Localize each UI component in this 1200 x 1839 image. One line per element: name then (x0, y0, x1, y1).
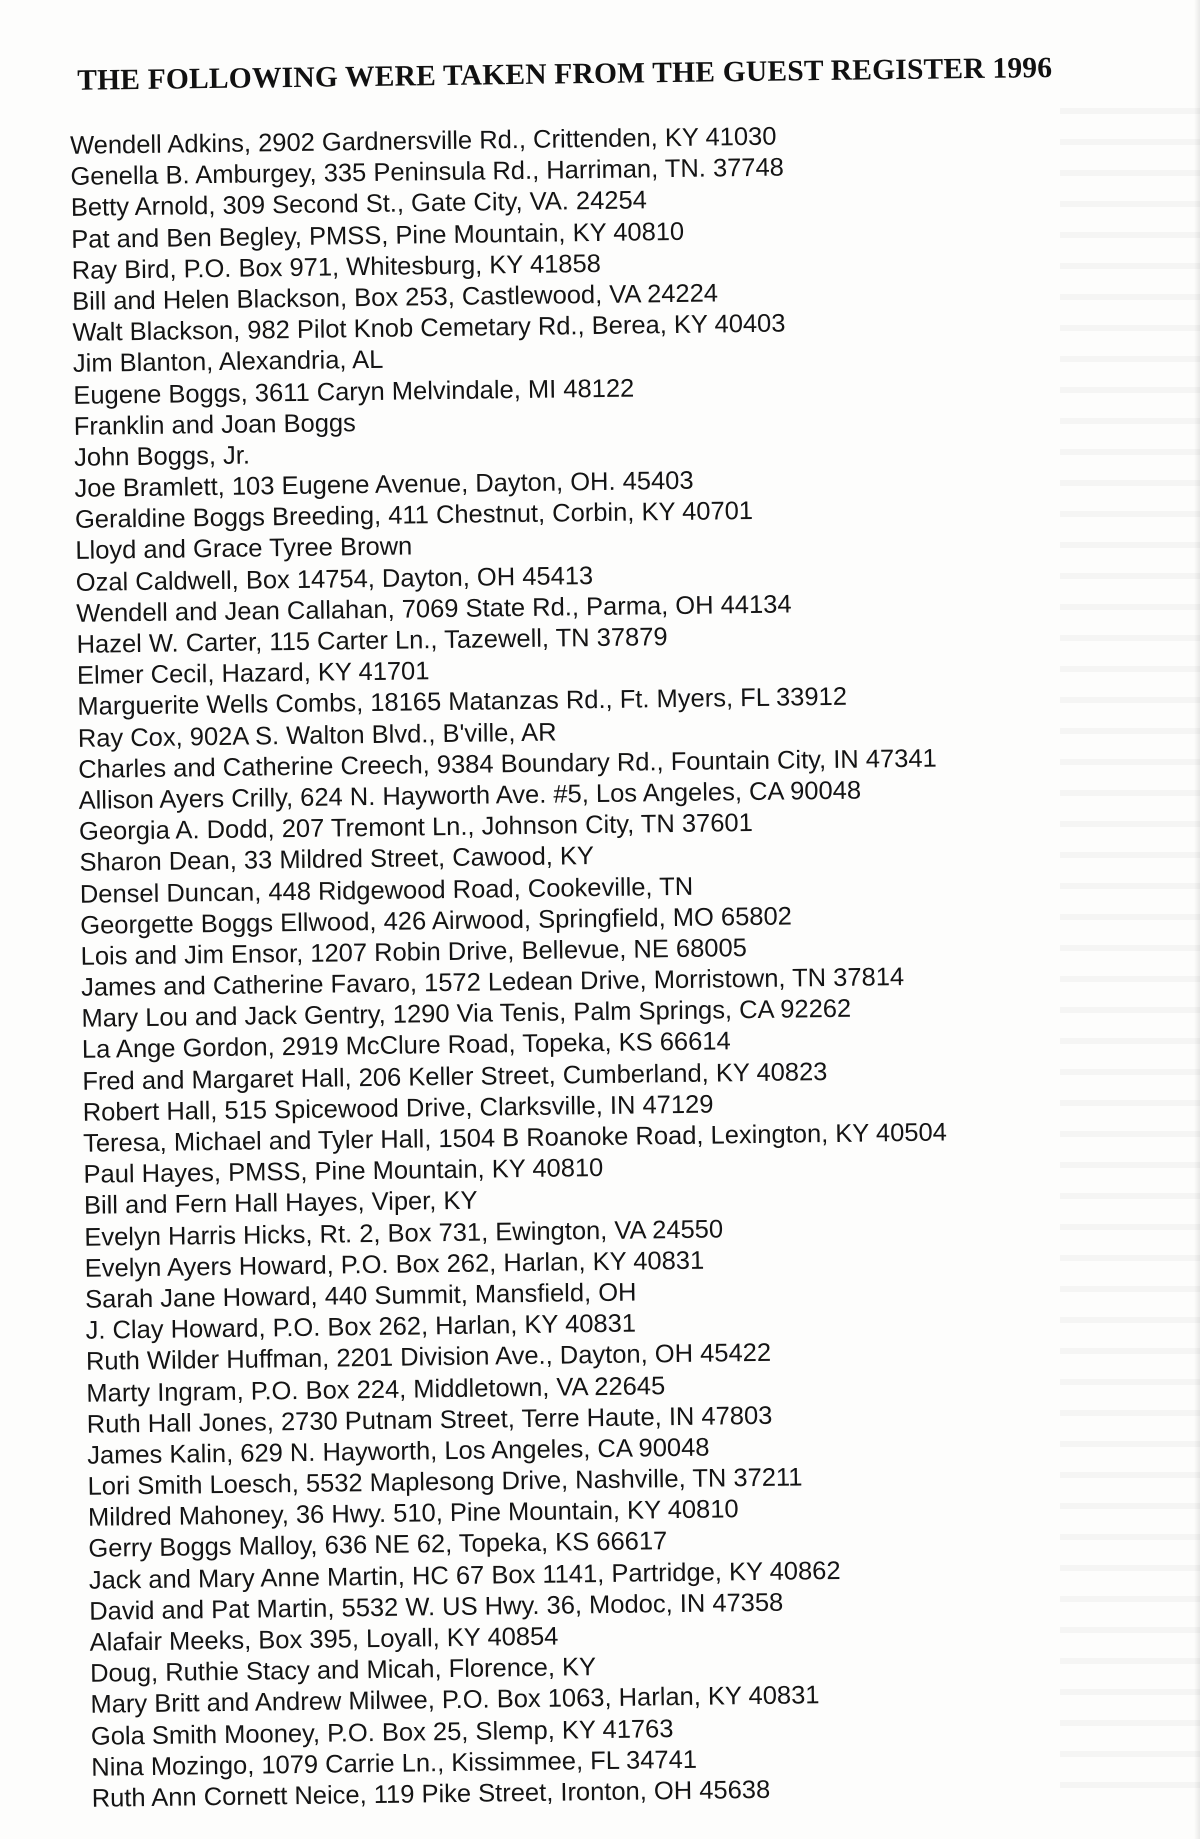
guest-entry: Densel Duncan, 448 Ridgewood Road, Cookeville, TN (79, 872, 694, 909)
guest-entry: Lori Smith Loesch, 5532 Maplesong Drive, Nashville, TN 37211 (87, 1463, 803, 1501)
guest-entry: James and Catherine Favaro, 1572 Ledean Drive, Morristown, TN 37814 (80, 963, 905, 1002)
guest-entry: Wendell and Jean Callahan, 7069 State Rd., Parma, OH 44134 (76, 590, 792, 628)
guest-entry: Mildred Mahoney, 36 Hwy. 510, Pine Mountain, KY 40810 (87, 1495, 739, 1533)
guest-entry: Georgette Boggs Ellwood, 426 Airwood, Springfield, MO 65802 (80, 902, 793, 940)
guest-entry: Mary Lou and Jack Gentry, 1290 Via Tenis, Palm Springs, CA 92262 (81, 994, 852, 1034)
guest-entry: Ruth Wilder Huffman, 2201 Division Ave., Dayton, OH 45422 (85, 1339, 772, 1377)
guest-entry: Ray Bird, P.O. Box 971, Whitesburg, KY 41858 (71, 249, 602, 285)
guest-entry: Gola Smith Mooney, P.O. Box 25, Slemp, KY 41763 (90, 1714, 674, 1751)
guest-entry: Walt Blackson, 982 Pilot Knob Cemetary Rd., Berea, KY 40403 (72, 309, 786, 347)
guest-entry: Joe Bramlett, 103 Eugene Avenue, Dayton, OH. 45403 (74, 466, 694, 503)
guest-entry: Jack and Mary Anne Martin, HC 67 Box 1141, Partridge, KY 40862 (88, 1556, 841, 1595)
guest-entry: J. Clay Howard, P.O. Box 262, Harlan, KY 40831 (85, 1309, 637, 1345)
guest-entry: Betty Arnold, 309 Second St., Gate City, VA. 24254 (70, 186, 648, 223)
guest-entry: Elmer Cecil, Hazard, KY 41701 (76, 657, 430, 691)
guest-entry: Wendell Adkins, 2902 Gardnersville Rd., Crittenden, KY 41030 (69, 122, 777, 160)
guest-entry: Sarah Jane Howard, 440 Summit, Mansfield, OH (85, 1278, 637, 1314)
guest-entry: Lois and Jim Ensor, 1207 Robin Drive, Bellevue, NE 68005 (80, 933, 748, 971)
guest-entry: Ray Cox, 902A S. Walton Blvd., B'ville, AR (77, 718, 557, 753)
guest-entry: Bill and Helen Blackson, Box 253, Castlewood, VA 24224 (71, 279, 719, 316)
guest-entry: Bill and Fern Hall Hayes, Viper, KY (83, 1187, 478, 1221)
guest-entry: Charles and Catherine Creech, 9384 Boundary Rd., Fountain City, IN 47341 (78, 744, 937, 784)
guest-entry: Doug, Ruthie Stacy and Micah, Florence, KY (89, 1653, 597, 1688)
guest-entry: Ozal Caldwell, Box 14754, Dayton, OH 45413 (75, 561, 594, 597)
guest-entry: Geraldine Boggs Breeding, 411 Chestnut, Corbin, KY 40701 (74, 497, 754, 535)
guest-entry: Fred and Margaret Hall, 206 Keller Street, Cumberland, KY 40823 (82, 1057, 828, 1096)
guest-entry: La Ange Gordon, 2919 McClure Road, Topeka, KS 66614 (81, 1027, 731, 1065)
guest-entry: Eugene Boggs, 3611 Caryn Melvindale, MI 48122 (73, 374, 635, 410)
guest-entry: Georgia A. Dodd, 207 Tremont Ln., Johnson City, TN 37601 (78, 809, 753, 846)
page-edge-shadow (1194, 0, 1200, 1839)
guest-entry: Alafair Meeks, Box 395, Loyall, KY 40854 (89, 1622, 559, 1657)
guest-entry: Evelyn Ayers Howard, P.O. Box 262, Harlan, KY 40831 (84, 1246, 705, 1283)
page-title: THE FOLLOWING WERE TAKEN FROM THE GUEST REGISTER 1996 (77, 52, 1053, 97)
guest-entry: Sharon Dean, 33 Mildred Street, Cawood, KY (79, 842, 595, 878)
guest-entry: Genella B. Amburgey, 335 Peninsula Rd., Harriman, TN. 37748 (70, 153, 785, 192)
guest-entry: Pat and Ben Begley, PMSS, Pine Mountain, KY 40810 (71, 217, 685, 254)
guest-entry: Franklin and Joan Boggs (73, 408, 357, 441)
guest-entry: Allison Ayers Crilly, 624 N. Hayworth Ave. #5, Los Angeles, CA 90048 (78, 776, 862, 815)
guest-entry: James Kalin, 629 N. Hayworth, Los Angeles, CA 90048 (87, 1433, 710, 1470)
guest-entry: Hazel W. Carter, 115 Carter Ln., Tazewell, TN 37879 (76, 623, 668, 659)
guest-entry: Mary Britt and Andrew Milwee, P.O. Box 1063, Harlan, KY 40831 (90, 1681, 820, 1720)
guest-register-list (70, 117, 1172, 1815)
guest-entry: Nina Mozingo, 1079 Carrie Ln., Kissimmee, FL 34741 (91, 1745, 698, 1782)
guest-entry: Marguerite Wells Combs, 18165 Matanzas Rd., Ft. Myers, FL 33912 (77, 683, 848, 722)
guest-entry: Gerry Boggs Malloy, 636 NE 62, Topeka, KS 66617 (88, 1527, 668, 1564)
guest-entry: John Boggs, Jr. (73, 441, 251, 472)
guest-entry: Teresa, Michael and Tyler Hall, 1504 B Roanoke Road, Lexington, KY 40504 (82, 1118, 948, 1158)
guest-entry: Paul Hayes, PMSS, Pine Mountain, KY 40810 (83, 1154, 604, 1189)
guest-entry: Marty Ingram, P.O. Box 224, Middletown, VA 22645 (86, 1371, 666, 1408)
guest-entry: Jim Blanton, Alexandria, AL (72, 346, 384, 379)
guest-entry: Robert Hall, 515 Spicewood Drive, Clarksville, IN 47129 (82, 1090, 714, 1127)
guest-entry: Evelyn Harris Hicks, Rt. 2, Box 731, Ewington, VA 24550 (84, 1214, 724, 1252)
guest-entry: Ruth Ann Cornett Neice, 119 Pike Street, Ironton, OH 45638 (91, 1775, 771, 1813)
guest-entry: Lloyd and Grace Tyree Brown (75, 532, 413, 566)
guest-entry: Ruth Hall Jones, 2730 Putnam Street, Terre Haute, IN 47803 (86, 1401, 773, 1439)
guest-entry: David and Pat Martin, 5532 W. US Hwy. 36, Modoc, IN 47358 (89, 1588, 784, 1626)
